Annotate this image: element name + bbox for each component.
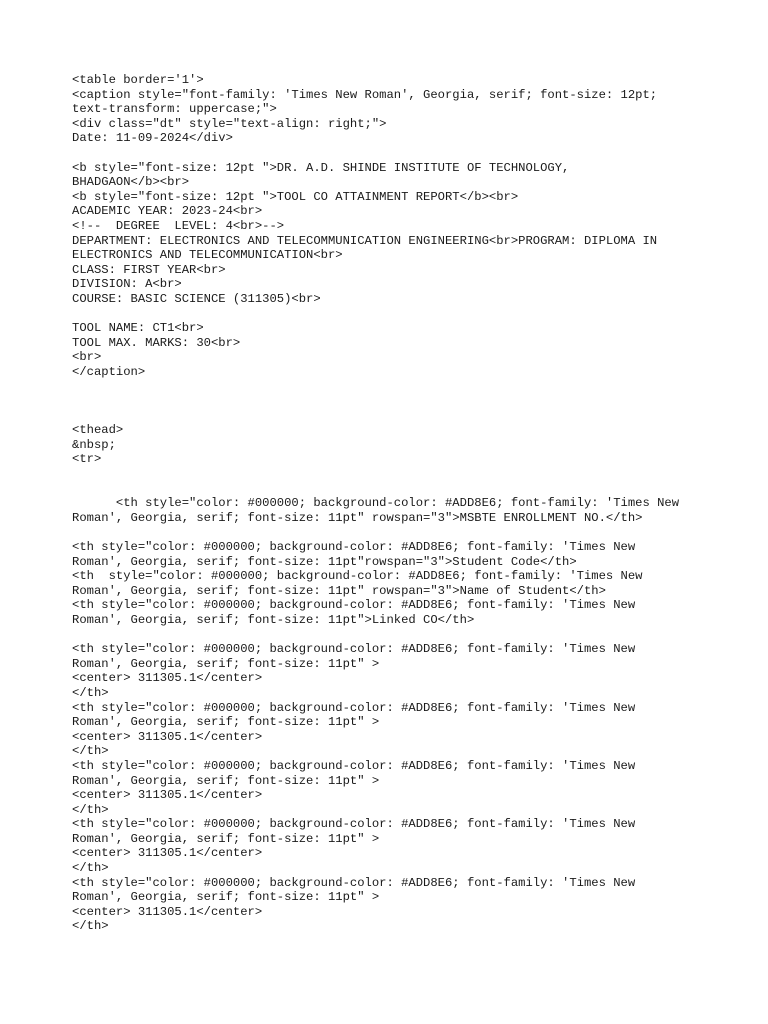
code-line: <th style="color: #000000; background-color: #ADD8E6; font-family: 'Times New — [72, 540, 636, 554]
code-line: Roman', Georgia, serif; font-size: 11pt">Linked CO</th> — [72, 612, 475, 627]
code-line: </caption> — [72, 364, 146, 379]
code-line: BHADGAON</b><br> — [72, 175, 190, 190]
code-line — [72, 628, 712, 643]
code-line: DIVISION: A<br> — [72, 277, 182, 292]
code-line: <th style="color: #000000; background-color: #ADD8E6; font-family: 'Times New — [72, 700, 636, 715]
code-line: <br> — [72, 350, 102, 365]
code-line: DEPARTMENT: ELECTRONICS AND TELECOMMUNICATION ENGINEERING<br>PROGRAM: DIPLOMA IN — [72, 233, 658, 248]
code-line: Roman', Georgia, serif; font-size: 11pt" rowspan="3">Name of Student</th> — [72, 583, 606, 598]
code-line: Roman', Georgia, serif; font-size: 11pt" > — [72, 715, 380, 730]
code-line — [72, 482, 712, 497]
source-code-document — [72, 73, 712, 934]
code-line: Date: 11-09-2024</div> — [72, 131, 233, 146]
code-line: text-transform: uppercase;"> — [72, 102, 277, 117]
code-line: <center> 311305.1</center> — [72, 904, 263, 919]
code-line: <caption style="font-family: 'Times New Roman', Georgia, serif; font-size: 12pt; — [72, 87, 658, 102]
code-line: TOOL NAME: CT1<br> — [72, 321, 204, 336]
code-line: <th style="color: #000000; background-color: #ADD8E6; font-family: 'Times New — [72, 758, 636, 773]
code-line: </th> — [72, 685, 109, 700]
code-line: ACADEMIC YEAR: 2023-24<br> — [72, 204, 263, 219]
code-line: <th style="color: #000000; background-color: #ADD8E6; font-family: 'Times New — [72, 569, 643, 584]
code-line — [72, 394, 712, 409]
code-line: <div class="dt" style="text-align: right;"> — [72, 116, 387, 131]
code-line: Roman', Georgia, serif; font-size: 11pt" > — [72, 656, 380, 671]
code-line: ELECTRONICS AND TELECOMMUNICATION<br> — [72, 248, 343, 263]
code-line: Roman', Georgia, serif; font-size: 11pt" > — [72, 890, 380, 905]
code-line — [72, 467, 712, 482]
code-line — [72, 146, 712, 161]
code-line: <b style="font-size: 12pt ">DR. A.D. SHINDE INSTITUTE OF TECHNOLOGY, — [72, 160, 570, 175]
code-line: </th> — [72, 802, 109, 817]
code-line — [72, 307, 712, 322]
code-line: Roman', Georgia, serif; font-size: 11pt" > — [72, 831, 380, 846]
code-line: CLASS: FIRST YEAR<br> — [72, 262, 226, 277]
code-line: &nbsp; — [72, 437, 116, 452]
code-line: <th style="color: #000000; background-color: #ADD8E6; font-family: 'Times New — [72, 817, 636, 832]
code-line: COURSE: BASIC SCIENCE (311305)<br> — [72, 291, 321, 306]
code-line: </th> — [72, 919, 109, 934]
code-line: Roman', Georgia, serif; font-size: 11pt" rowspan="3">MSBTE ENROLLMENT NO.</th> — [72, 510, 643, 525]
code-line: Roman', Georgia, serif; font-size: 11pt" > — [72, 773, 380, 788]
code-line: <th style="color: #000000; background-color: #ADD8E6; font-family: 'Times New — [72, 598, 636, 613]
code-line: <!-- DEGREE LEVEL: 4<br>--> — [72, 218, 285, 233]
code-line — [72, 409, 712, 424]
code-line: </th> — [72, 861, 109, 876]
code-line: <center> 311305.1</center> — [72, 729, 263, 744]
code-line — [72, 525, 712, 540]
code-line: TOOL MAX. MARKS: 30<br> — [72, 335, 241, 350]
code-line: Roman', Georgia, serif; font-size: 11pt"rowspan="3">Student Code</th> — [72, 554, 577, 569]
code-line: <tr> — [72, 452, 102, 467]
code-line: <table border='1'> — [72, 73, 204, 87]
code-line — [72, 379, 712, 394]
code-line: </th> — [72, 744, 109, 759]
code-line: <center> 311305.1</center> — [72, 671, 263, 686]
code-line: <thead> — [72, 423, 124, 438]
code-line: <center> 311305.1</center> — [72, 846, 263, 861]
code-line: <b style="font-size: 12pt ">TOOL CO ATTAINMENT REPORT</b><br> — [72, 189, 519, 204]
code-line: <th style="color: #000000; background-color: #ADD8E6; font-family: 'Times New — [72, 642, 636, 657]
code-line: <th style="color: #000000; background-color: #ADD8E6; font-family: 'Times New — [72, 496, 680, 511]
code-line: <th style="color: #000000; background-color: #ADD8E6; font-family: 'Times New — [72, 875, 636, 890]
code-line: <center> 311305.1</center> — [72, 788, 263, 803]
